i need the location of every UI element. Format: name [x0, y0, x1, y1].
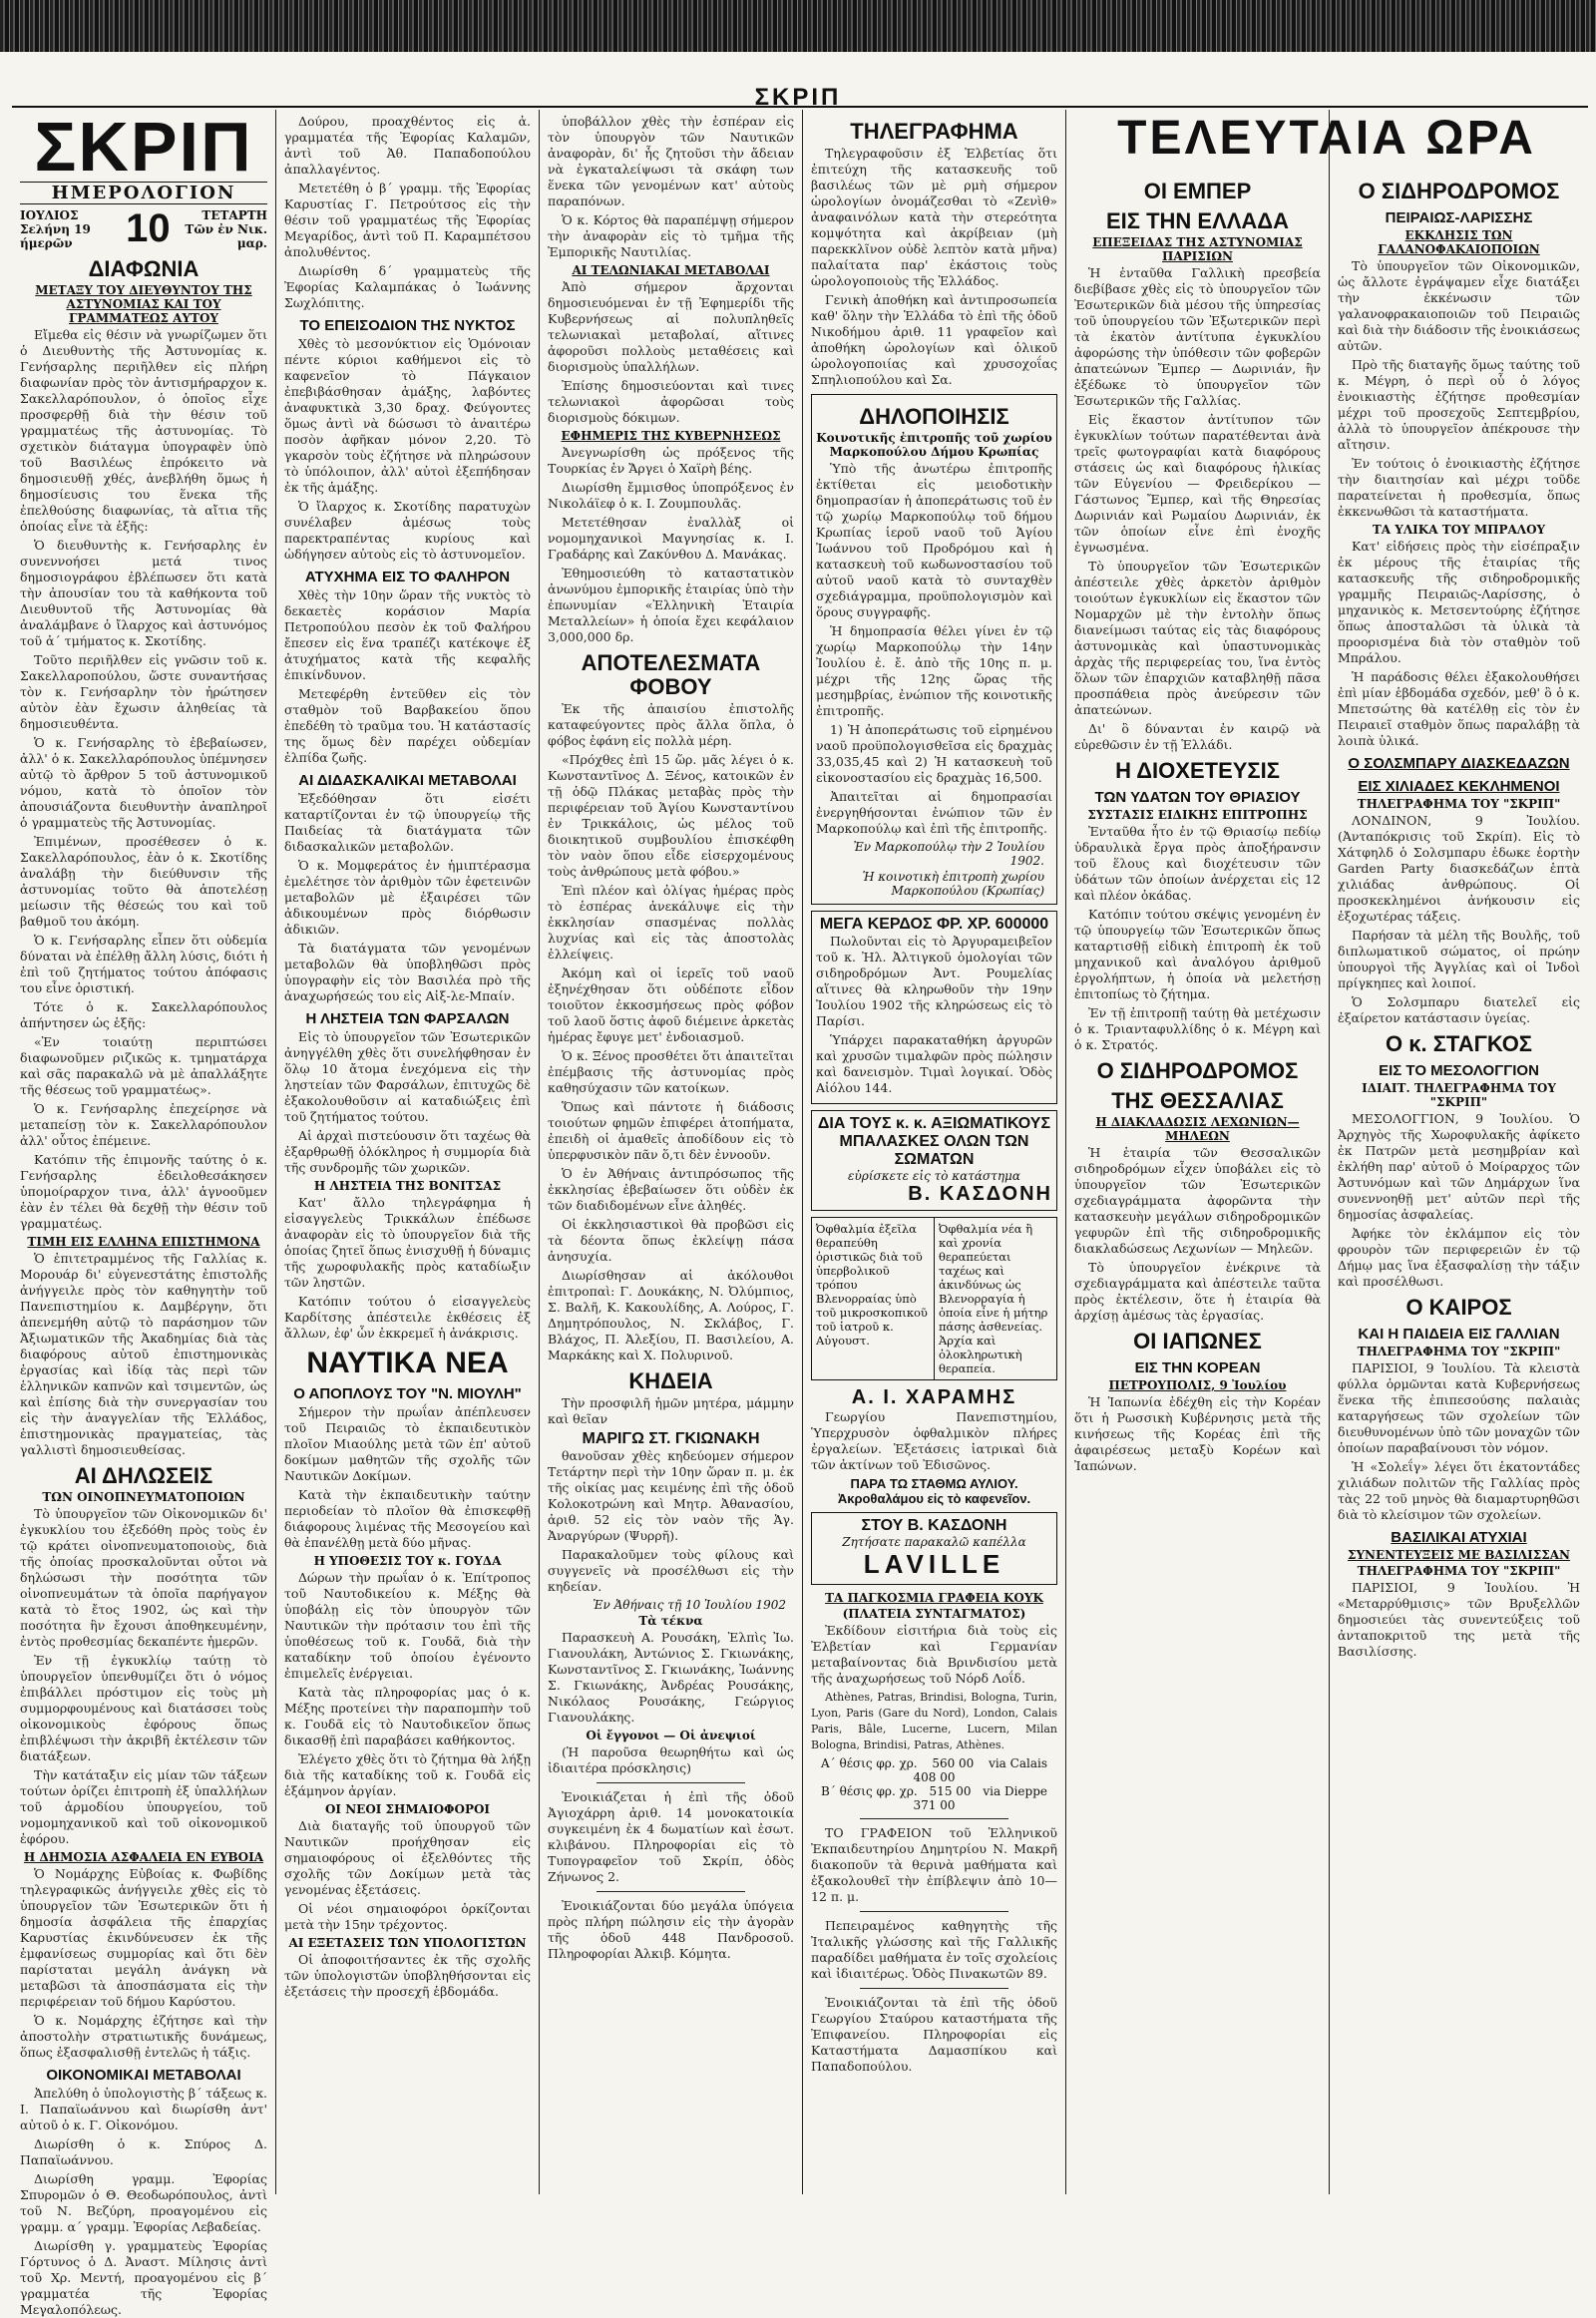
article-text: Διωρίσθη δ΄ γραμματεὺς τῆς Ἐφορίας Καλαμπάκας ὁ Ἰωάννης Σωχλόπιτης. [284, 263, 531, 310]
article-text: Διωρίσθη ὁ κ. Σπύρος Δ. Παπαϊωάννου. [20, 2136, 267, 2167]
subheadline-vasilikai-2: ΤΗΛΕΓΡΑΦΗΜΑ ΤΟΥ "ΣΚΡΙΠ" [1357, 1564, 1561, 1578]
ad-title-mpalaskes: ΔΙΑ ΤΟΥΣ κ. κ. ΑΞΙΩΜΑΤΙΚΟΥΣ ΜΠΑΛΑΣΚΕΣ ΟΛΩΝ ΤΩΝ ΣΩΜΑΤΩΝ [817, 1115, 1051, 1168]
classified-ad: Πεπειραμένος καθηγητὴς τῆς Ἰταλικῆς γλώσσης καὶ τῆς Γαλλικῆς παραδίδει μαθήματα ἐν τοῖς σχολείοις καὶ ἰδιαιτέρως. Ὁδὸς Πινακωτῶν 89. [811, 1918, 1057, 1981]
masthead-subtitle: ΗΜΕΡΟΛΟΓΙΟΝ [20, 182, 267, 204]
ad-stou: ΣΤΟΥ Β. ΚΑΣΔΟΝΗ [861, 1517, 1007, 1534]
masthead-moon: Σελήνη 19 ήμερῶν [20, 221, 91, 250]
price-label: Β΄ θέσις φρ. χρ. [821, 1784, 918, 1798]
article-text: Ἐλέγετο χθὲς ὅτι τὸ ζήτημα θὰ λήξῃ διὰ τῆς καταδίκης τοῦ κ. Γουδᾶ εἰς ἑξάμηνον ἀργίαν. [284, 1751, 531, 1798]
article-text: Διωρίσθη ἔμμισθος ὑποπρόξενος ἐν Νικολάϊεφ ὁ κ. Ι. Ζουμπουλᾶς. [548, 480, 794, 511]
notice-box [811, 394, 1057, 905]
subheadline-diochetefsis: ΤΩΝ ΥΔΑΤΩΝ ΤΟΥ ΘΡΙΑΣΙΟΥ [1094, 789, 1301, 806]
ad-text: εὑρίσκετε εἰς τὸ κατάστημα [848, 1169, 1020, 1183]
article-text: Ὁ κ. Ξένος προσθέτει ὅτι ἀπαιτεῖται ἐπέμβασις τῆς ἀστυνομίας πρὸς καθησύχασιν τῶν κατοίκων. [548, 1048, 794, 1095]
subheadline-iapones: ΕΙΣ ΤΗΝ ΚΟΡΕΑΝ [1134, 1359, 1261, 1376]
article-text: «Πρόχθες ἐπὶ 15 ὥρ. μᾶς λέγει ὁ κ. Κωνσταντῖνος Δ. Ξένος, κατοικῶν ἐν τῇ ὁδῷ Πλάκας μεταβὰς πρὸς τὴν περιφέρειαν τοῦ Ἁγίου Κωνσταντίνου ἐν Τρικκάλοις, ὡς μέλος τοῦ διοικητικοῦ συμβουλίου ἐπισκέφθη τὸν ναὸν ὅπου εἶδε εἰσερχομένους τοὺς ἀνθρώπους μετὰ φόβου.» [548, 752, 794, 879]
subheadline-sid-peiraios: ΠΕΙΡΑΙΩΣ-ΛΑΡΙΣΣΗΣ [1385, 209, 1533, 226]
article-text: Ἡ ἐνταῦθα Γαλλικὴ πρεσβεία διεβίβασε χθὲς εἰς τὸ ὑπουργεῖον τῶν Ἐσωτερικῶν διὰ μέσου τῆς ὑπηρεσίας τοῦ ὑπουργείου τῶν Ἐξωτερικῶν περὶ τὰ ἐκατὸν ἀντίτυπα ἐγκυκλίου ἀφορώσης τὴν ὑπόθεσιν τῶν φοβερῶν ἀπατεώνων Ἔμπερ — Δωρινιάν, ἣν ἐξέδωκε τὸ ὑπουργεῖον τῶν Ἐσωτερικῶν τῆς Γαλλίας. [1074, 265, 1321, 408]
article-text: Τὴν κατάταξιν εἰς μίαν τῶν τάξεων τούτων ὁρίζει ἐπιτροπὴ ἐξ ὑπαλλήλων τοῦ ἁρμοδίου ὑπουργείου, τοῦ νομομηχανικοῦ καὶ τοῦ οἰκονομικοῦ ἐφόρου. [20, 1767, 267, 1846]
article-text: Τὸ ὑπουργεῖον τῶν Οἰκονομικῶν δι' ἐγκυκλίου του ἐξεδόθη πρὸς τοὺς ἐν τῷ κράτει οἰνοπνευματοποιοὺς, διὰ τῆς ὁποίας προσκαλοῦνται οὗτοι νὰ δηλώσωσι τὴν ποσότητα τῶν οἰνοπνευμάτων τὰ ὁποῖα παρήγαγον κατὰ τὸ ἔτος 1902, ὡς καὶ τὴν ποσότητα ἣν ἔχουσι ἀποθηκευμένην, ἐντὸς προθεσμίας δεκαπέντε ἡμερῶν. [20, 1506, 267, 1649]
article-text: Ὁ Σολσμπαρυ διατελεῖ εἰς ἐξαίρετον κατάστασιν ὑγείας. [1338, 994, 1580, 1025]
headline-didaskalikai: ΑΙ ΔΙΔΑΣΚΑΛΙΚΑΙ ΜΕΤΑΒΟΛΑΙ [298, 772, 517, 789]
headline-oikonomikai: ΟΙΚΟΝΟΜΙΚΑΙ ΜΕΤΑΒΟΛΑΙ [46, 2067, 241, 2084]
separator [860, 1911, 1007, 1912]
subheadline-stagkos: ΕΙΣ ΤΟ ΜΕΣΟΛΟΓΓΙΟΝ [1379, 1062, 1539, 1079]
ad-ofthalmia-left: Ὀφθαλμία ἐξεῖλα θεραπεύθη ὁριστικῶς διὰ τοῦ ὑπερβολικοῦ τρόπου Βλενορραίας ὑπὸ τοῦ μικροσκοπικοῦ τοῦ ἰατροῦ κ. Αὐγουστ. [816, 1222, 928, 1348]
article-text: Ἐν τῇ ἐπιτροπῇ ταύτῃ θὰ μετέχωσιν ὁ κ. Τριανταφυλλίδης ὁ κ. Μέγρη καὶ ὁ κ. Στρατός. [1074, 1005, 1321, 1052]
funeral-grandchildren: Οἱ ἔγγονοι — Οἱ ἀνεψιοί [586, 1729, 756, 1742]
running-head: ΣΚΡΙΠ [754, 84, 842, 111]
price-value: 560 00 [932, 1756, 975, 1770]
article-text: Κατόπιν τούτου ὁ εἰσαγγελεὺς Καρδίτσης ἀπέστειλε ἐκθέσεις ἐξ ἄλλων, ἐφ' ὧν ἐκκρεμεῖ ἡ ἀνάκρισις. [284, 1294, 531, 1341]
ad-text: Τηλεγραφοῦσιν ἐξ Ἑλβετίας ὅτι ἐπιτεύχη τῆς κατασκευῆς τοῦ βασιλέως τῶν μὲ ρμὴ σήμερον ὡρολογίων ὀνομάζεσθαι τὸ «Ζενὶθ» ἀναφαινόλων κατὰ τὴν στερεότητα κομψότητα καὶ ἀκρίβειαν (μὴ παρεκκλῖνον οὐδὲ λεπτὸν κατὰ μῆνα) παλαίτατα παρ' ἐκάστοις τοὺς ὡρολογοποιοὺς τῆς Ἑλλάδος. [811, 146, 1057, 288]
article-text: Μετετέθη ὁ β΄ γραμμ. τῆς Ἐφορίας Καρυστίας Γ. Πετρούτσος εἰς τὴν θέσιν τοῦ γραμματέως τῆς Ἐφορίας Μεγαρίδος, ἀντὶ τοῦ Π. Καραμπέτσου ἀπολυθέντος. [284, 181, 531, 259]
article-text: Τὸ ὑπουργεῖον τῶν Ἐσωτερικῶν ἀπέστειλε χθὲς ἀρκετὸν ἀριθμὸν τοιούτων ἐγκυκλίων εἰς ἕκαστον τῶν Νομαρχῶν μὲ τὴν ἐντολὴν ὅπως διανείμωσι ταύτας εἰς τὰς διαφόρους ἀστυνομικὰς καὶ ὑπαστυνομικὰς ἀρχὰς τῆς περιφερείας του, ἵνα ἐντὸς ὅλων τῶν ἐπαρχιῶν καταβληθῇ πᾶσα προσπάθεια πρὸς ἀνεύρεσιν τῶν ἀπατεώνων. [1074, 559, 1321, 717]
headline-stagkos: Ο κ. ΣΤΑΓΚΟΣ [1385, 1031, 1533, 1056]
notice-text: 1) Ἡ ἀποπεράτωσις τοῦ εἰρημένου ναοῦ προϋπολογισθεῖσα εἰς δραχμὰς 33,035,45 καὶ 2) Ἡ κατασκευὴ τοῦ εἰκονοστασίου εἰς δραχμὰς 16,500. [816, 722, 1052, 785]
column-3 [540, 110, 802, 2194]
price-value: 408 00 [913, 1770, 956, 1784]
article-text: Δούρου, προαχθέντος εἰς ἀ. γραμματέα τῆς Ἐφορίας Καλαμῶν, ἀντὶ τοῦ Ἀθ. Παπαδοπούλου ἀπαλλαγέντος. [284, 114, 531, 177]
article-text: Ὁ κ. Μομφεράτος ἐν ἡμιπτέρασμα ἐμελέτησε τὸν ἀριθμὸν τῶν ἐφετεινῶν μεταβολῶν μὲ ἐξαιρέσει τῶν ἀδικουμένων πρὸς διόρθωσιν ἀδικιῶν. [284, 858, 531, 937]
subheadline-kairos: ΚΑΙ Η ΠΑΙΔΕΙΑ ΕΙΣ ΓΑΛΛΙΑΝ [1358, 1326, 1560, 1343]
article-text: Αἱ ἀρχαὶ πιστεύουσιν ὅτι ταχέως θὰ ἐξαρθρωθῇ ὁλόκληρος ἡ συμμορία διὰ τῆς συνδρομῆς τῶν χωρικῶν. [284, 1128, 531, 1175]
ad-ofthalmia-right: Ὀφθαλμία νέα ἢ καὶ χρονία θεραπεύεται ταχέως καὶ ἀκινδύνως ὡς Βλενορραγία ἡ ὁποία εἶνε ἡ μήτηρ πάσης ἀσθενείας. Ἀρχία καὶ ὁλοκληρωτικὴ θεραπεία. [934, 1218, 1056, 1379]
separator [597, 1782, 744, 1783]
article-text: Τοῦτο περιῆλθεν εἰς γνῶσιν τοῦ κ. Σακελλαροπούλου, ὥστε συναντήσας τὸν κ. Γενήσαρλην τὸν ἠρώτησεν αὐτὸν ἐὰν ἔχωσιν ἀληθείας τὰ δημοσιευθέντα. [20, 652, 267, 731]
article-text: Ἀπὸ σήμερον ἄρχονται δημοσιευόμεναι ἐν τῇ Ἐφημερίδι τῆς Κυβερνήσεως αἱ πολυπληθεῖς τελωνιακαὶ μεταβολαί, αἵτινες ἀφοροῦσι πολλοὺς μεταθέσεις καὶ διορισμοὺς ὑπαλλήλων. [548, 279, 794, 374]
article-text: Ἐξεδόθησαν ὅτι εἰσέτι καταρτίζονται ἐν τῷ ὑπουργείῳ τῆς Παιδείας τὰ διατάγματα τῶν διδασκαλικῶν μεταβολῶν. [284, 791, 531, 854]
notice-text: Ὑπὸ τῆς ἀνωτέρω ἐπιτροπῆς ἐκτίθεται εἰς μειοδοτικὴν δημοπρασίαν ἡ ἀποπεράτωσις τοῦ ἐν τῷ χωρίῳ Μαρκοπούλῳ τοῦ δήμου Κρωπίας ἱεροῦ ναοῦ τοῦ Ἁγίου Ἰωάννου τοῦ Προδρόμου καὶ ἡ κατασκευὴ τοῦ κωδωνοστασίου τοῦ αὐτοῦ ναοῦ κατὰ τὸ συνταχθὲν σχεδιάγραμμα, προϋπολογισμὸν καὶ ὅρους συγγραφῆς. [816, 461, 1052, 619]
notice-signature: Ἡ κοινοτικὴ ἐπιτροπὴ χωρίου Μαρκοπούλου (Κρωπίας) [862, 870, 1044, 898]
article-text: «Ἐν τοιαύτῃ περιπτώσει διαφωνοῦμεν ριζικῶς κ. τμηματάρχα καὶ σᾶς παρακαλῶ νὰ μὲ ἀπαλλάξητε τῆς θέσεως τοῦ γραμματέως». [20, 1034, 267, 1097]
article-text: Πρὸ τῆς διαταγῆς ὅμως ταύτης τοῦ κ. Μέγρη, ὁ περὶ οὗ ὁ λόγος ἐνοικιαστὴς ἐζήτησε προθεσμίαν μέχρι τοῦ προσεχοῦς Σεπτεμβρίου, ἀλλὰ τὸ ὑπουργεῖον ἀπέκρουσε τὴν αἴτησιν. [1338, 357, 1580, 452]
ad-text: Γενικὴ ἀποθήκη καὶ ἀντιπροσωπεία καθ' ὅλην τὴν Ἑλλάδα τὸ ἐπὶ τῆς ὁδοῦ Νικοδήμου ἀριθ. 11 γραφεῖον καὶ ἀποθήκη ὡρολογίων καὶ ὁλικοῦ ὡρολογοποιίας καὶ χρυσοχοΐας Σπηλιοπούλου καὶ Σα. [811, 292, 1057, 387]
headline-sidirodromos: Ο ΣΙΔΗΡΟΔΡΟΜΟΣ [1096, 1058, 1299, 1083]
subheadline-diochetefsis-2: ΣΥΣΤΑΣΙΣ ΕΙΔΙΚΗΣ ΕΠΙΤΡΟΠΗΣ [1087, 808, 1308, 822]
article-text: Ἐκ τῆς ἀπαισίου ἐπιστολῆς καταφεύγοντες πρὸς ἄλλα ὅπλα, ὁ φόβος ἐφάνη εἰς πολλὰ μέρη. [548, 701, 794, 748]
subheadline-iapones-2: ΠΕΤΡΟΥΠΟΛΙΣ, 9 Ἰουλίου [1108, 1378, 1287, 1392]
subheadline-sidirodromos-2: Η ΔΙΑΚΛΑΔΩΣΙΣ ΛΕΧΩΝΙΩΝ—ΜΗΛΕΩΝ [1095, 1115, 1300, 1143]
headline-telonikai: ΑΙ ΤΕΛΩΝΙΑΚΑΙ ΜΕΤΑΒΟΛΑΙ [572, 263, 770, 277]
subheadline-solsmpari-2: ΤΗΛΕΓΡΑΦΗΜΑ ΤΟΥ "ΣΚΡΙΠ" [1357, 797, 1561, 811]
article-text: Κατ' εἰδήσεις πρὸς τὴν εἰσέπραξιν ἐκ μέρους τῆς ἑταιρίας τῆς κατασκευῆς τῆς σιδηροδρομικῆς γραμμῆς Πειραιῶς-Λαρίσσης, ὁ μηχανικὸς κ. Μετσεντούρης ἐζήτησε ὅπως ἀποσταλῶσι τὰ ὑλικὰ τὰ προορισμένα διὰ τὸν σταθμὸν τοῦ Μπράλου. [1338, 539, 1580, 665]
article-text: Ὁ διευθυντὴς κ. Γενήσαρλης ἐν συνεννοήσει μετά τινος δημοσιογράφου ἐβλέπωσεν ὅτι κατὰ τὴν ἀπουσίαν του τὰ καθήκοντα τοῦ Διευθυντοῦ τῆς Ἀστυνομίας θὰ ἀναλάμβανε ὁ ἴλαρχος καὶ ἀστυνόμος τοῦ ἀ΄ τμήματος κ. Σκοτίδης. [20, 538, 267, 648]
article-text: Οἱ νέοι σημαιοφόροι ὁρκίζονται μετὰ τὴν 15ην τρέχοντος. [284, 1901, 531, 1932]
subheadline-vasilikai: ΣΥΝΕΝΤΕΥΞΕΙΣ ΜΕ ΒΑΣΙΛΙΣΣΑΝ [1348, 1548, 1570, 1562]
headline-efimeris: ΕΦΗΜΕΡΙΣ ΤΗΣ ΚΥΒΕΡΝΗΣΕΩΣ [561, 429, 781, 443]
article-text: Τὰ διατάγματα τῶν γενομένων μεταβολῶν θὰ ὑποβληθῶσι πρὸς ὑπογραφὴν εἰς τὸν Βασιλέα πρὸ τῆς ἀναχωρήσεώς του εἰς Αἰξ-λε-Μπαίν. [284, 941, 531, 1003]
article-text: Διὰ διαταγῆς τοῦ ὑπουργοῦ τῶν Ναυτικῶν προήχθησαν εἰς σημαιοφόρους οἱ ἐξελθόντες τῆς σχολῆς τῶν Δοκίμων μετὰ τὰς γενομένας ἐξετάσεις. [284, 1818, 531, 1897]
article-text: Δώρων τὴν πρωΐαν ὁ κ. Ἐπίτροπος τοῦ Ναυτοδικείου κ. Μέξης θὰ ὑποβάλῃ εἰς τὸν ὑπουργὸν τῶν Ναυτικῶν τὴν πρότασιν του ἐπὶ τῆς ὑποθέσεως τοῦ κ. Γουδᾶ, διὰ τὴν καταδίκην τοῦ ὁποίου ἐγένοντο ἐπιμελεῖς ἐνέργειαι. [284, 1570, 531, 1681]
subheadline-kairos-2: ΤΗΛΕΓΡΑΦΗΜΑ ΤΟΥ "ΣΚΡΙΠ" [1357, 1345, 1561, 1358]
article-text: Τὸ ὑπουργεῖον ἐνέκρινε τὰ σχεδιαγράμματα καὶ ἀπέστειλε ταῦτα πρὸς ἐκτέλεσιν, ὅτε ἡ ἑταιρία θὰ ἀρχίσῃ ἀμέσως τὰς ἐργασίας. [1074, 1260, 1321, 1323]
funeral-text: Τὴν προσφιλῆ ἡμῶν μητέρα, μάμμην καὶ θεῖαν [548, 1395, 794, 1426]
notice-text: Ἀπαιτεῖται αἱ δημοπρασίαι ἐνεργηθήσονται ἐνώπιον τῶν ἐν Μαρκοπούλῳ καὶ ἐπὶ τῆς ἐπιτροπῆς. [816, 789, 1052, 836]
article-text: Τότε ὁ κ. Σακελλαρόπουλος ἀπήντησεν ὡς ἑξῆς: [20, 999, 267, 1030]
headline-kideia: ΚΗΔΕΙΑ [628, 1368, 713, 1393]
article-text: Ἀκόμη καὶ οἱ ἱερεῖς τοῦ ναοῦ ἐξηνέχθησαν ὅτι οὐδέποτε εἶδον τοιοῦτον ἐκκοσμήσεως πρὸς φόβον τοῦ λαοῦ ὅστις ἀφοῦ διέμεινε ἀρκετὰς ἡμέρας ἔφυγε μετ' ἐνδοιασμοῦ. [548, 966, 794, 1044]
article-text: Εἰς ἕκαστον ἀντίτυπον τῶν ἐγκυκλίων τούτων παρατέθενται ἀνὰ τρεῖς φωτογραφίαι κατὰ διαφόρους στάσεις ὡς καὶ διαφόρους ἡλικίας τῶν Εὐγενίου — Φρειδερίκου — Γάστωνος Ἔμπερ, καὶ τῆς Θηρεσίας Δωρινιάν καὶ Ρωμαίου Δωρινιάν, ἐκ τῶν ὁποίων εἶνε ἐπὶ ἐνοχῆς ἐγνωσμένα. [1074, 412, 1321, 555]
article-text: Κατόπιν τῆς ἐπιμονῆς ταύτης ὁ κ. Γενήσαρλης ἐδειλοθεσάκησεν ὑπομοίραρχον τινα, ἀλλ' ἀγνοοῦμεν ἐὰν ἐν τέλει θὰ δεχθῇ τὴν θέσιν τοῦ γραμματέως. [20, 1152, 267, 1231]
column-2 [276, 110, 539, 2194]
ad-text: Γεωργίου Πανεπιστημίου, Ὑπερχρυσὸν ὀφθαλμικὸν πλήρες ἐργαλείων. Ἐξετάσεις ἰατρικαὶ διὰ τῶν ἀκτίνων τοῦ Ἐδισῶνος. [811, 1409, 1057, 1472]
headline-tilegrafima: ΤΗΛΕΓΡΑΦΗΜΑ [850, 119, 1018, 144]
article-text: Ὁ κ. Γενήσαρλης εἶπεν ὅτι οὐδεμία δύναται νὰ ἐπέλθῃ ἄλλη λύσις, διότι ἡ ἐπὶ τοῦ ζητήματος τούτου ἀπόφασις του εἶνε ὁριστική. [20, 933, 267, 995]
article-text: Οἱ ἐκκλησιαστικοὶ θὰ προβῶσι εἰς τὰ δέοντα ὅπως ἐκλείψῃ πάσα ἀνησυχία. [548, 1217, 794, 1264]
subheadline-empler: ΕΙΣ ΤΗΝ ΕΛΛΑΔΑ [1105, 208, 1290, 233]
masthead-title: ΣΚΡΙΠ [34, 108, 253, 186]
headline-solsmpari: Ο ΣΟΛΣΜΠΑΡΥ ΔΙΑΣΚΕΔΑΖΩΝ [1348, 755, 1570, 772]
article-text: Ἡ παράδοσις θέλει ἐξακολουθήσει ἐπὶ μίαν ἑβδομάδα σχεδόν, μεθ' ὃ ὁ κ. Μπετσώτης θὰ κατέλθῃ εἰς τὸν ἐν Πειραιεῖ σταθμὸν ὅπως παραλάβῃ τὰ λοιπὰ ὑλικά. [1338, 669, 1580, 748]
funeral-text: Παρακαλοῦμεν τοὺς φίλους καὶ συγγενεῖς νὰ προσέλθωσι εἰς τὴν κηδείαν. [548, 1547, 794, 1594]
headline-ypotheseis: Η ΥΠΟΘΕΣΙΣ ΤΟΥ κ. ΓΟΥΔΑ [313, 1554, 502, 1568]
article-text: Ἀπελύθη ὁ ὑπολογιστὴς β΄ τάξεως κ. Ι. Παπαϊωάννου καὶ διωρίσθη ἀντ' αὐτοῦ ὁ κ. Γ. Οἰκονόμου. [20, 2086, 267, 2132]
headline-apoplous: Ο ΑΠΟΠΛΟΥΣ ΤΟΥ "Ν. ΜΙΟΥΛΗ" [293, 1385, 522, 1402]
subheadline-sidirodromos: ΤΗΣ ΘΕΣΣΑΛΙΑΣ [1111, 1088, 1284, 1113]
subheadline-diafonia: ΜΕΤΑΞΥ ΤΟΥ ΔΙΕΥΘΥΝΤΟΥ ΤΗΣ ΑΣΤΥΝΟΜΙΑΣ ΚΑΙ ΤΟΥ ΓΡΑΜΜΑΤΕΩΣ ΑΥΤΟΥ [35, 283, 252, 325]
article-text: Ὁ ἐπιτετραμμένος τῆς Γαλλίας κ. Μορουάρ δι' εὐγενεστάτης ἐπιστολῆς ἀνήγγειλε πρὸς τὸν καθηγητὴν τοῦ Πανεπιστημίου κ. Δαμβέργην, ὅτι ἀπενεμήθη αὐτῷ τὸ παράσημον τῶν Ἀξιωματικῶν τῆς Ἀκαδημίας διὰ τὰς διαφόρους αὐτοῦ ἐπιστημονικὰς ἐργασίας καὶ ἰδίᾳ τὰς περὶ τῶν ἑλληνικῶν καπνῶν καὶ τσιμεντῶν, ὡς καὶ ἐπίσης διὰ τὴν συνεργασίαν του εἰς τὴν ἀναγγελίαν τῆς Ἑλλάδος, ἐπιστημονικὰς πραγματείας, τὰς γαλλιστὶ δημοσιευθείσας. [20, 1251, 267, 1457]
article-text: ὑποβάλλον χθὲς τὴν ἑσπέραν εἰς τὸν ὑπουργὸν τῶν Ναυτικῶν ἀναφορὰν, δι' ἧς ζητοῦσι τὴν ἄδειαν νὰ ἐγκαταλείψωσι τὰ σκάφη των ἕνεκα τῶν γενομένων κατ' αὐτοὺς παραπόνων. [548, 114, 794, 208]
price-row [811, 1784, 1057, 1798]
headline-nautika: ΝΑΥΤΙΚΑ ΝΕΑ [306, 1347, 509, 1379]
funeral-text: θανοῦσαν χθὲς κηδεύομεν σήμερον Τετάρτην περὶ τὴν 10ην ὥραν π. μ. ἐκ τῆς οἰκίας μας κειμένης ἐπὶ τῆς ὁδοῦ Κολοκοτρώνη καὶ Μητρ. Ἀθανασίου, ἀριθ. 52 εἰς τὸν ναὸν τῆς Ἁγ. Ἀναργύρων (Ψυρρῆ). [548, 1448, 794, 1543]
ad-text: Ὑπάρχει παρακαταθήκη ἀργυρῶν καὶ χρυσῶν τιμαλφῶν πρὸς πώλησιν καὶ δανεισμὸν. Τιμαὶ λογικαί. Ὁδὸς Αἰόλου 144. [816, 1032, 1052, 1095]
article-text: Ἀνεγνωρίσθη ὡς πρόξενος τῆς Τουρκίας ἐν Ἄργει ὁ Χαϊρὴ βέης. [548, 445, 794, 476]
separator [860, 1818, 1007, 1819]
headline-dilopoiisis: ΔΗΛΟΠΟΙΗΣΙΣ [859, 404, 1009, 429]
article-text: Παρήσαν τὰ μέλη τῆς Βουλῆς, τοῦ διπλωματικοῦ σώματος, οἱ πρώην ὑπουργοὶ τῆς Ἀγγλίας καὶ οἱ Ἰνδοὶ πρίγκηπες καὶ λοιποί. [1338, 928, 1580, 990]
column-5 [1066, 170, 1329, 2194]
price-table [811, 1756, 1057, 1812]
article-text: Κατὰ τὴν ἐκπαιδευτικὴν ταύτην περιοδείαν τὸ πλοῖον θὰ ἐπισκεφθῇ διάφορους λιμένας τῆς Μεσογείου καὶ θὰ ἐπανέλθῃ μετὰ δύο μῆνας. [284, 1487, 531, 1550]
article-text: Διωρίσθη γ. γραμματεὺς Ἐφορίας Γόρτυνος ὁ Δ. Ἀναστ. Μίλησις ἀντὶ τοῦ Χρ. Μεντή, προαγομένου εἰς β΄ γραμματέα τῆς Ἐφορίας Μεγαλοπόλεως. [20, 2238, 267, 2317]
headline-empler: ΟΙ ΕΜΠΕΡ [1143, 179, 1252, 203]
article-text: Σήμερον τὴν πρωΐαν ἀπέπλευσεν τοῦ Πειραιῶς τὸ ἐκπαιδευτικὸν πλοῖον Μιαούλης μετὰ τῶν ἐπ' αὐτοῦ δοκίμων μαθητῶν τῆς σχολῆς τῶν Ναυτικῶν Δοκίμων. [284, 1404, 531, 1483]
headline-iapones: ΟΙ ΙΑΠΩΝΕΣ [1133, 1329, 1262, 1353]
ad-charamis: Α. Ι. ΧΑΡΑΜΗΣ [851, 1386, 1017, 1408]
masthead-saint: Τῶν ἐν Νικ. μαρ. [185, 221, 267, 250]
article-text: Χθὲς τὸ μεσονύκτιον εἰς Ὁμόνοιαν πέντε κύριοι καθήμενοι εἰς τὸ καφενεῖον τὸ Πάγκαιον ἐπεβιβάσθησαν ἁμάξης, λαβόντες ἀναφυκτικὰ 3,30 δραχ. Φεύγοντες ὅμως ἀντὶ νὰ δώσωσι τὸ ἀναιτέρω ποσὸν ἀφῆκαν μόνον 2,20. Τὸ γκαρσὸν τοὺς ἐζήτησε νὰ πληρώσουν τὸ ὑπόλοιπον, ἀλλ' αὐτοὶ ἐξεπήδησαν ἐκ τῆς ἁμάξης. [284, 336, 531, 495]
subheadline-dilopoiisis: Κοινοτικῆς ἐπιτροπῆς τοῦ χωρίου Μαρκοπούλου Δήμου Κρωπίας [816, 431, 1052, 459]
article-text: ΠΑΡΙΣΙΟΙ, 9 Ἰουλίου. Τὰ κλειστὰ φύλλα ὁρμῶνται κατὰ Κυβερνήσεως ἕνεκα τῆς ἐπιπεσούσης παλαιὰς καταργήσεως τῶν σχολείων τῶν διευθυνομένων ὑπὸ τῶν μοναχῶν τῶν ὁποίων παραβαίνουσι τὸν νόμον. [1338, 1360, 1580, 1455]
price-row [811, 1770, 1057, 1784]
price-row [811, 1798, 1057, 1812]
subheadline-aidiloseis: ΤΩΝ ΟΙΝΟΠΝΕΥΜΑΤΟΠΟΙΩΝ [42, 1490, 245, 1504]
article-text: Ἀφήκε τὸν ἐκλάμπον εἰς τὸν φρουρὸν τῶν περιφερειῶν ἐν τῷ Δήμῳ μας ἵνα ἐξασφαλίσῃ τὴν τάξιν καὶ προσέλθωσι. [1338, 1226, 1580, 1289]
subheadline-sid-peiraios-2: ΕΚΚΛΗΣΙΣ ΤΩΝ ΓΑΛΑΝΟΦΑΚΑΙΟΠΟΙΩΝ [1378, 228, 1540, 256]
masthead-weekday: ΤΕΤΑΡΤΗ [201, 207, 267, 222]
article-text: Ὁ κ. Γενήσαρλης τὸ ἐβεβαίωσεν, ἀλλ' ὁ κ. Σακελλαρόπουλος ὑπέμνησεν αὐτῷ τὸ ἄρθρον 5 τοῦ ἀστυνομικοῦ νόμου, κατὰ τὸ ὁποῖον τὸν ἀπουσιάζοντα διευθυντὴν ἀναπληροῖ ὁ γραμματεὺς τῆς Ἀστυνομίας. [20, 735, 267, 830]
article-text: Οἱ ἀποφοιτήσαντες ἐκ τῆς σχολῆς τῶν ὑπολογιστῶν ὑποβληθήσονται εἰς ἐξετάσεις τὴν προσεχῆ ἑβδομάδα. [284, 1952, 531, 1999]
article-text: ΜΕΣΟΛΟΓΓΙΟΝ, 9 Ἰουλίου. Ὁ Ἀρχηγὸς τῆς Χωροφυλακῆς ἀφίκετο ἐκ Πατρῶν μετὰ μεσημβρίαν καὶ ἐκλήθη παρ' αὐτοῦ ὁ Μοίραρχος τῶν Ἀστυνόμων καὶ τῶν Δημάρχων ἵνα συνεννοηθῇ μετ' αὐτῶν περὶ τῆς δημοσίας ἀσφαλείας. [1338, 1111, 1580, 1222]
price-via: via Calais [989, 1756, 1047, 1770]
funeral-date: Ἐν Ἀθήναις τῇ 10 Ἰουλίου 1902 [593, 1598, 786, 1612]
headline-atyxima: ΑΤΥΧΗΜΑ ΕΙΣ ΤΟ ΦΑΛΗΡΟΝ [304, 569, 511, 585]
article-text: Ἡ Ἰαπωνία ἐδέχθη εἰς τὴν Κορέαν ὅτι ἡ Ρωσσικὴ Κυβέρνησις μετὰ τῆς κινήσεως τῆς Κορέας ἐπὶ τῆς ἀφαιρέσεως μεταξὺ Κορέων καὶ Ἰαπώνων. [1074, 1394, 1321, 1473]
ad-text: ΠΑΡΑ ΤΩ ΣΤΑΘΜΩ ΑΥΛΙΟΥ. Ἀκροθαλάμου εἰς τὸ καφενεῖον. [837, 1476, 1031, 1506]
article-text: Εἰς τὸ ὑπουργεῖον τῶν Ἐσωτερικῶν ἀνηγγέλθη χθὲς ὅτι συνελήφθησαν ἐν ὅλῳ 10 ἄτομα ἐνεχόμενα εἰς τὴν ληστείαν τῶν Φαρσάλων, ἐπιτυχῶς δὲ ἐξακολουθοῦσιν αἱ καταδιώξεις ἐπὶ τοῦ ζητήματος τούτου. [284, 1029, 531, 1124]
article-text: Ἡ «Σολεΐγ» λέγει ὅτι ἑκατοντάδες χιλιάδων πολιτῶν τῆς Γαλλίας πρὸς τὰς 22 τοῦ μηνὸς θὰ διαμαρτυρηθῶσι διὰ τὸ κλείσιμον τῶν σχολείων. [1338, 1459, 1580, 1522]
funeral-name: ΜΑΡΙΓΩ ΣΤ. ΓΚΙΩΝΑΚΗ [582, 1430, 760, 1447]
classified-ad: ΤΟ ΓΡΑΦΕΙΟΝ τοῦ Ἑλληνικοῦ Ἐκπαιδευτηρίου Δημητρίου Ν. Μακρῆ διακοποῦν τὰ θερινὰ μαθήματα καὶ ἐξακολουθεῖ τὴν ἐπίβλεψιν ἀπὸ 10—12 π. μ. [811, 1825, 1057, 1904]
ad-box-laville [811, 1512, 1057, 1585]
ad-text: Πωλοῦνται εἰς τὸ Ἀργυραμειβεῖον τοῦ κ. Ἠλ. Ἀλτιγκοῦ ὁμολογίαι τῶν σιδηροδρόμων Ἀντ. Ρουμελίας αἵτινες θὰ κληρωθοῦν τὴν 19ην Ἰουλίου 1902 τῆς κληρώσεως εἰς τὸ Παρίσι. [816, 934, 1052, 1028]
banner-teleftaia-ora: ΤΕΛΕΥΤΑΙΑ ΩΡΑ [1117, 112, 1536, 165]
article-text: Ὅπως καὶ πάντοτε ἡ διάδοσις τοιούτων φημῶν ἐπιφέρει ἀτοπήματα, ἐπειδὴ οἱ ἀμαθεῖς ἀποδίδουν εἰς τὸ ὑπερφυσικὸν πᾶν ὅ,τι δὲν ἐννοοῦν. [548, 1099, 794, 1162]
article-text: ΛΟΝΔΙΝΟΝ, 9 Ἰουλίου. (Ἀνταπόκρισις τοῦ Σκρίπ). Εἰς τὸ Χάτφηλδ ὁ Σολσμπαρυ ἐδωκε ἑορτὴν Garden Party διασκεδάζων ἑπτὰ χιλιάδας ἀνθρώπους. Οἱ προσκεκλημένοι ἀνήκουσιν εἰς ἐξοχωτέρας τάξεις. [1338, 813, 1580, 924]
article-text: ΠΑΡΙΣΙΟΙ, 9 Ἰουλίου. Ἡ «Μεταρρύθμισις» τῶν Βρυξελλῶν δημοσιεύει τὰς συνεντεύξεις τοῦ ἀνταποκριτοῦ της μετὰ τῆς Βασιλίσσης. [1338, 1580, 1580, 1659]
article-text: Διωρίσθη γραμμ. Ἐφορίας Σπυρομῶν ὁ Θ. Θεοδωρόπουλος, ἀντὶ τοῦ Ν. Βεζύρη, προαγομένου εἰς γραμμ. α΄ γραμμ. Ἐφορίας Λεβαδείας. [20, 2171, 267, 2234]
ad-cities: Athènes, Patras, Brindisi, Bologna, Turin, Lyon, Paris (Gare du Nord), London, Calais Paris, Bâle, Lucerne, Lucern, Milan Bologna, Brindisi, Patras, Athènes. [811, 1691, 1057, 1751]
classified-ad: Ἐνοικιάζεται ἡ ἐπὶ τῆς ὁδοῦ Ἀγιοχάρρη ἀριθ. 14 μονοκατοικία συγκειμένη ἐκ 4 δωματίων καὶ ἐσωτ. κλιβάνου. Πληροφορίαι εἰς τὸ Τυπογραφεῖον τοῦ Σκρίπ, ὁδὸς Ζήνωνος 2. [548, 1789, 794, 1884]
article-text: Κατόπιν τούτου σκέψις γενομένη ἐν τῷ ὑπουργείῳ τῶν Ἐσωτερικῶν ὅπως καταρτισθῇ εἰδικὴ ἐπιτροπὴ ἐκ τοῦ μηχανικοῦ καὶ ἀναλόγου ἀριθμοῦ ἐργολήπτων, ἡ ὁποία νὰ μελετήσῃ ἐπιτοπίως τὸ ζήτημα. [1074, 907, 1321, 1001]
article-text: Ἐθημοσιεύθη τὸ καταστατικὸν ἀνωνύμου ἐμπορικῆς ἑταιρίας ὑπὸ τὴν ἐπωνυμίαν «Ἐλληνικὴ Ἑταιρία Μεταλλείων» ἡ ὁποία ἔχει κεφάλαιον 3,000,000 δρ. [548, 566, 794, 644]
headline-diafonia: ΔΙΑΦΩΝΙΑ [88, 256, 200, 281]
subheadline-solsmpari: ΕΙΣ ΧΙΛΙΑΔΕΣ ΚΕΚΛΗΜΕΝΟΙ [1358, 778, 1560, 795]
funeral-note: (Ἡ παροῦσα θεωρηθήτω καὶ ὡς ἰδιαιτέρα πρόσκλησις) [548, 1744, 794, 1775]
ad-title-kerdos: ΜΕΓΑ ΚΕΡΔΟΣ ΦΡ. ΧΡ. 600000 [819, 916, 1049, 933]
article-text: Τὸ ὑπουργεῖον τῶν Οἰκονομικῶν, ὡς ἄλλοτε ἐγράψαμεν εἶχε διατάξει τὴν ἐκκένωσιν τῶν γαλανοφρακαιοποιῶν τοῦ Πειραιῶς καὶ διὰ τὴν διάδοσιν τῆς ἐνοικιάσεως αὐτῶν. [1338, 258, 1580, 353]
masthead-month: ΙΟΥΛΙΟΣ [20, 207, 79, 222]
headline-aidiloseis: ΑΙ ΔΗΛΩΣΕΙΣ [74, 1463, 213, 1488]
headline-exetaseis: ΑΙ ΕΞΕΤΑΣΕΙΣ ΤΩΝ ΥΠΟΛΟΓΙΣΤΩΝ [288, 1936, 527, 1950]
separator [597, 1891, 744, 1892]
headline-ylika: ΤΑ ΥΛΙΚΑ ΤΟΥ ΜΠΡΑΛΟΥ [1372, 523, 1546, 537]
article-text: Ἐν τούτοις ὁ ἐνοικιαστὴς ἐζήτησε τὴν διαιτησίαν καὶ μέχρι τοῦδε παρατείνεται ἡ προθεσμία, ὅπως ἐκκενωθῶσι τὰ καταστήματα. [1338, 456, 1580, 519]
article-text: Ἐπὶ πλέον καὶ ὀλίγας ἡμέρας πρὸς τὸ ἑσπέρας ἀνεκάλυψε εἰς τὴν ἐκκλησίαν σπασμένας πολλὰς λυχνίας καὶ εἰς τὰς ἀποστολὰς ἐλλείψεις. [548, 883, 794, 962]
column-6 [1330, 170, 1588, 2194]
subheadline-empler-2: ΕΠΕΞΕΙΔΑΣ ΤΗΣ ΑΣΤΥΝΟΜΙΑΣ ΠΑΡΙΣΙΩΝ [1092, 235, 1303, 263]
article-text: Ἐν τῇ ἐγκυκλίῳ ταύτῃ τὸ ὑπουργεῖον ὑπενθυμίζει ὅτι ὁ νόμος ἐπιβάλλει πρόστιμον εἰς τοὺς μὴ συμμορφουμένους καὶ διατάσσει τοὺς οἰκονομικοὺς ἐφόρους ὅπως ἐπιβλέψωσι τὴν ἀκριβῆ ἐκτέλεσιν τῶν διατάξεων. [20, 1653, 267, 1763]
headline-kairos: Ο ΚΑΙΡΟΣ [1405, 1295, 1512, 1320]
headline-epeisodion: ΤΟ ΕΠΕΙΣΟΔΙΟΝ ΤΗΣ ΝΥΚΤΟΣ [299, 317, 516, 334]
ad-text: Ἐκδίδουν εἰσιτήρια διὰ τοὺς εἰς Ἐλβετίαν καὶ Γερμανίαν μεταβαίνοντας διὰ Βρινδισίου μετὰ τῆς ἀναχωρήσεως τοῦ Νόρδ Λοΐδ. [811, 1623, 1057, 1686]
notice-text: Ἡ δημοπρασία θέλει γίνει ἐν τῷ χωρίῳ Μαρκοπούλῳ τὴν 14ην Ἰουλίου ἐ. ἔ. ἀπὸ τῆς 10ης π. μ. μέχρι τῆς 12ης ὥρας τῆς μεσημβρίας, ἐνώπιον τῆς κοινοτικῆς ἐπιτροπῆς. [816, 623, 1052, 718]
price-value: 515 00 [929, 1784, 972, 1798]
classified-ad: Ἐνοικιάζονται δύο μεγάλα ὑπόγεια πρὸς πλήρη πώλησιν εἰς τὴν ἀγορὰν τῆς ὁδοῦ 448 Πανδροσοῦ. Πληροφορίαι Ἀλκιβ. Κόμητα. [548, 1898, 794, 1961]
article-text: Ἡ ἑταιρία τῶν Θεσσαλικῶν σιδηροδρόμων εἶχεν ὑποβάλει εἰς τὸ ὑπουργεῖον τῶν Ἐσωτερικῶν σχεδιαγράμματα ἀφορῶντα τὴν κατασκευὴν μεγάλων σιδηροδρομικῶν γεφυρῶν ἐπὶ τῆς σιδηροδρομικῆς διακλαδώσεως Λεχωνίων — Μηλεῶν. [1074, 1145, 1321, 1256]
price-value: 371 00 [913, 1798, 956, 1812]
funeral-children: Παρασκευὴ Α. Ρουσάκη, Ἐλπὶς Ἰω. Γιανουλάκη, Ἀντώνιος Σ. Γκιωνάκης, Κωνσταντῖνος Σ. Γκιωνάκης, Ἰωάννης Σ. Γκιωνάκης, Ἀνδρέας Ρουσάκης, Νικόλαος Ρουσάκης, Γεώργιος Γιανουλάκης. [548, 1630, 794, 1725]
price-via: via Dieppe [983, 1784, 1047, 1798]
article-text: Ὁ κ. Γενήσαρλης ἐπεχείρησε νὰ μεταπείσῃ τὸν κ. Σακελλαρόπουλον ἀλλ' οὗτος ἐπέμεινε. [20, 1101, 267, 1148]
subheadline-grafeia: (ΠΛΑΤΕΙΑ ΣΥΝΤΑΓΜΑΤΟΣ) [842, 1607, 1026, 1621]
article-text: Κατὰ τὰς πληροφορίας μας ὁ κ. Μέξης προτείνει τὴν παραπομπὴν τοῦ κ. Γουδᾶ εἰς τὸ Ναυτοδικεῖον ὅπως δικασθῇ ἐπὶ παραβάσει καθήκοντος. [284, 1685, 531, 1747]
headline-diochetefsis: Η ΔΙΟΧΕΤΕΥΣΙΣ [1115, 758, 1280, 783]
headline-apotelesmata: ΑΠΟΤΕΛΕΣΜΑΤΑ ΦΟΒΟΥ [581, 650, 761, 699]
ad-box-mpalaskes [811, 1110, 1057, 1211]
headline-sid-peiraios: Ο ΣΙΔΗΡΟΔΡΟΜΟΣ [1358, 179, 1560, 203]
classified-ad: Ἐνοικιάζονται τὰ ἐπὶ τῆς ὁδοῦ Γεωργίου Σταύρου καταστήματα τῆς Ἐπιφανείου. Πληροφορίαι εἰς Καταστήματα Δαμασπίκου καὶ Παπαδοπούλου. [811, 1995, 1057, 2074]
headline-grafeia: ΤΑ ΠΑΓΚΟΣΜΙΑ ΓΡΑΦΕΙΑ ΚΟΥΚ [825, 1591, 1043, 1605]
ad-laville: LAVILLE [863, 1549, 1005, 1579]
article-text: Χθὲς τὴν 10ην ὥραν τῆς νυκτὸς τὸ δεκαετὲς κοράσιον Μαρία Πετροπούλου πεσὸν ἐκ τοῦ Φαλήρου ἔπεσεν εἰς ἕνα τραπέζι κατέκοψε ἐξ ἀτυχήματος κατὰ τῆς κεφαλῆς ἐπικίνδυνον. [284, 587, 531, 682]
column-4 [803, 110, 1065, 2194]
article-text: Ὁ ἴλαρχος κ. Σκοτίδης παρατυχὼν συνέλαβεν ἀμέσως τοὺς παρεκτραπέντας κυρίους καὶ ὡδήγησεν αὐτοὺς εἰς τὸ ἀστυνομεῖον. [284, 499, 531, 562]
headline-neoi: ΟΙ ΝΕΟΙ ΣΗΜΑΙΟΦΟΡΟΙ [324, 1802, 491, 1816]
headline-vasilikai: ΒΑΣΙΛΙΚΑΙ ΑΤΥΧΙΑΙ [1391, 1529, 1527, 1546]
top-scan-band [0, 0, 1596, 52]
ad-text: Ζητήσατε παρακαλῶ καπέλλα [842, 1535, 1026, 1549]
article-text: Μετετέθησαν ἐναλλὰξ οἱ νομομηχανικοὶ Μαγνησίας κ. Ι. Γραδάρης καὶ Ζακύνθου Δ. Μανάκας. [548, 515, 794, 562]
subheadline-stagkos-2: ΙΔΙΑΙΤ. ΤΗΛΕΓΡΑΦΗΜΑ ΤΟΥ "ΣΚΡΙΠ" [1362, 1081, 1556, 1109]
price-label: Α΄ θέσις φρ. χρ. [821, 1756, 918, 1770]
headline-timi: ΤΙΜΗ ΕΙΣ ΕΛΛΗΝΑ ΕΠΙΣΤΗΜΟΝΑ [27, 1235, 260, 1249]
article-text: Ὁ κ. Νομάρχης ἐζήτησε καὶ τὴν ἀποστολὴν στρατιωτικῆς δυνάμεως, ὅπως ἐξασφαλισθῇ ἐντελῶς ἡ τάξις. [20, 2013, 267, 2060]
price-row [811, 1756, 1057, 1770]
masthead-dateline [20, 206, 267, 251]
article-text: Ἐπίσης δημοσιεύονται καὶ τινες τελωνιακοὶ ἀφορῶσαι τοὺς διορισμοὺς δόκιμων. [548, 378, 794, 425]
article-text: Ἐπιμένων, προσέθεσεν ὁ κ. Σακελλαρόπουλος, ἐὰν ὁ κ. Σκοτίδης ἀναλάβῃ τὴν διεύθυνσιν τῆς ἀστυνομίας τοῦτο θὰ ἀποτελέσῃ μείωσιν τῆς θέσεώς του καὶ τοῦ βαθμοῦ του ἀκόμη. [20, 834, 267, 929]
article-text: Ὁ Νομάρχης Εὐβοίας κ. Φωβίδης τηλεγραφικῶς ἀνήγγειλε χθὲς εἰς τὸ ὑπουργεῖον τῶν Ἐσωτερικῶν ὅτι ἡ δημοσία ἀσφάλεια τῆς ἐπαρχίας Καρυστίας ἐκινδύνευσεν ἐκ τῆς ἐμφανίσεως συμμορίας καὶ ὅτι δὲν παρίσταται μεγάλη ἀνάγκη νὰ μεταβῶσι τὰ ἀποσπάσματα εἰς τὴν περιφέρειαν τοῦ δήμου Καρύστου. [20, 1866, 267, 2009]
column-1 [12, 108, 275, 2317]
ad-kasdonis: Β. ΚΑΣΔΟΝΗ [908, 1183, 1052, 1205]
banner-area [1067, 112, 1586, 166]
article-text: Δι' ὃ δύνανται ἐν καιρῷ νὰ εὑρεθῶσιν ἐν τῇ Ἑλλάδι. [1074, 721, 1321, 752]
article-text: Ὁ κ. Κόρτος θὰ παραπέμψῃ σήμερον τὴν ἀναφορὰν εἰς τὸ τμῆμα τῆς Ἐμπορικῆς Ναυτιλίας. [548, 212, 794, 259]
headline-asfaleia: Η ΔΗΜΟΣΙΑ ΑΣΦΑΛΕΙΑ ΕΝ ΕΥΒΟΙΑ [23, 1850, 264, 1864]
article-text: Ὁ ἐν Ἀθήναις ἀντιπρόσωπος τῆς ἐκκλησίας ἐβεβαίωσεν ὅτι οὐδὲν ἐκ τῶν διαδιδομένων εἶνε ἀληθές. [548, 1166, 794, 1213]
notice-date: Ἐν Μαρκοπούλῳ τὴν 2 Ἰουλίου 1902. [853, 840, 1044, 868]
masthead-day-number: 10 [126, 206, 171, 250]
headline-vonitsa: Η ΛΗΣΤΕΙΑ ΤΗΣ ΒΟΝΙΤΣΑΣ [313, 1179, 502, 1193]
funeral-children-heading: Τὰ τέκνα [638, 1614, 703, 1628]
article-text: Μετεφέρθη ἐντεῦθεν εἰς τὸν σταθμὸν τοῦ Βαρβακείου ὅπου ἐπεδέθη τὸ τραῦμα του. Ἡ κατάστασίς της ὅμως δὲν παρέχει οὐδεμίαν ἐλπίδα ζωῆς. [284, 686, 531, 765]
article-text: Διωρίσθησαν αἱ ἀκόλουθοι ἐπιτροπαὶ: Γ. Δουκάκης, Ν. Ὀλύμπιος, Σ. Βαλῆ, Κ. Κακουλίδης, Α. Λούρος, Γ. Δημητρόπουλος, Ν. Σκλάβος, Γ. Βλάχος, Π. Ἀλεξίου, Π. Βασιλείου, Α. Μαρκάκης καὶ Χ. Πολυρινοῦ. [548, 1268, 794, 1362]
article-text: Εἴμεθα εἰς θέσιν νὰ γνωρίζωμεν ὅτι ὁ Διευθυντὴς τῆς Ἀστυνομίας κ. Γενήσαρλης περιῆλθεν εἰς πλήρη διαφωνίαν πρὸς τὸν ἀντισμήραρχον κ. Σακελλαρόπουλον, ὁ ὁποῖος εἶχε προσφερθῇ διὰ τὴν θέσιν τοῦ γραμματέως τῆς ἀστυνομίας. Τὸ σχετικὸν διάταγμα ὑπογραφὲν ὑπὸ τοῦ Βασιλέως ἐπρόκειτο νὰ δημοσιευθῇ χθές, ἀνεβλήθη ὅμως ἡ δημοσίευσις του ἕνεκα τῆς ἐπελθούσης διαφωνίας, τὰ αἴτια τῆς ὁποίας εἶνε τὰ ἑξῆς: [20, 327, 267, 534]
ad-box-kerdos [811, 911, 1057, 1104]
article-text: Κατ' ἄλλο τηλεγράφημα ἡ εἰσαγγελεὺς Τρικκάλων ἐπέδωσε ἀναφορὰν εἰς τὸ ὑπουργεῖον διὰ τῆς ὁποίας ζητεῖ ὅπως ἐνισχυθῇ ἡ δύναμις τῆς χωροφυλακῆς πρὸς καταδίωξιν τῶν ληστῶν. [284, 1195, 531, 1290]
article-text: Ἐνταῦθα ἦτο ἐν τῷ Θριασίῳ πεδίῳ ὑδραυλικὰ ἔργα πρὸς ἀποξήρανσιν τοῦ ἕλους καὶ διοχέτευσιν τῶν ὑδάτων τῶν ὁποίων ἀνέρχεται εἰς 12 καὶ πλέον ὀκάδας. [1074, 824, 1321, 903]
headline-listeia: Η ΛΗΣΤΕΙΑ ΤΩΝ ΦΑΡΣΑΛΩΝ [305, 1010, 510, 1027]
separator [860, 1988, 1007, 1989]
ad-grid-ofthalmia [811, 1217, 1057, 1380]
